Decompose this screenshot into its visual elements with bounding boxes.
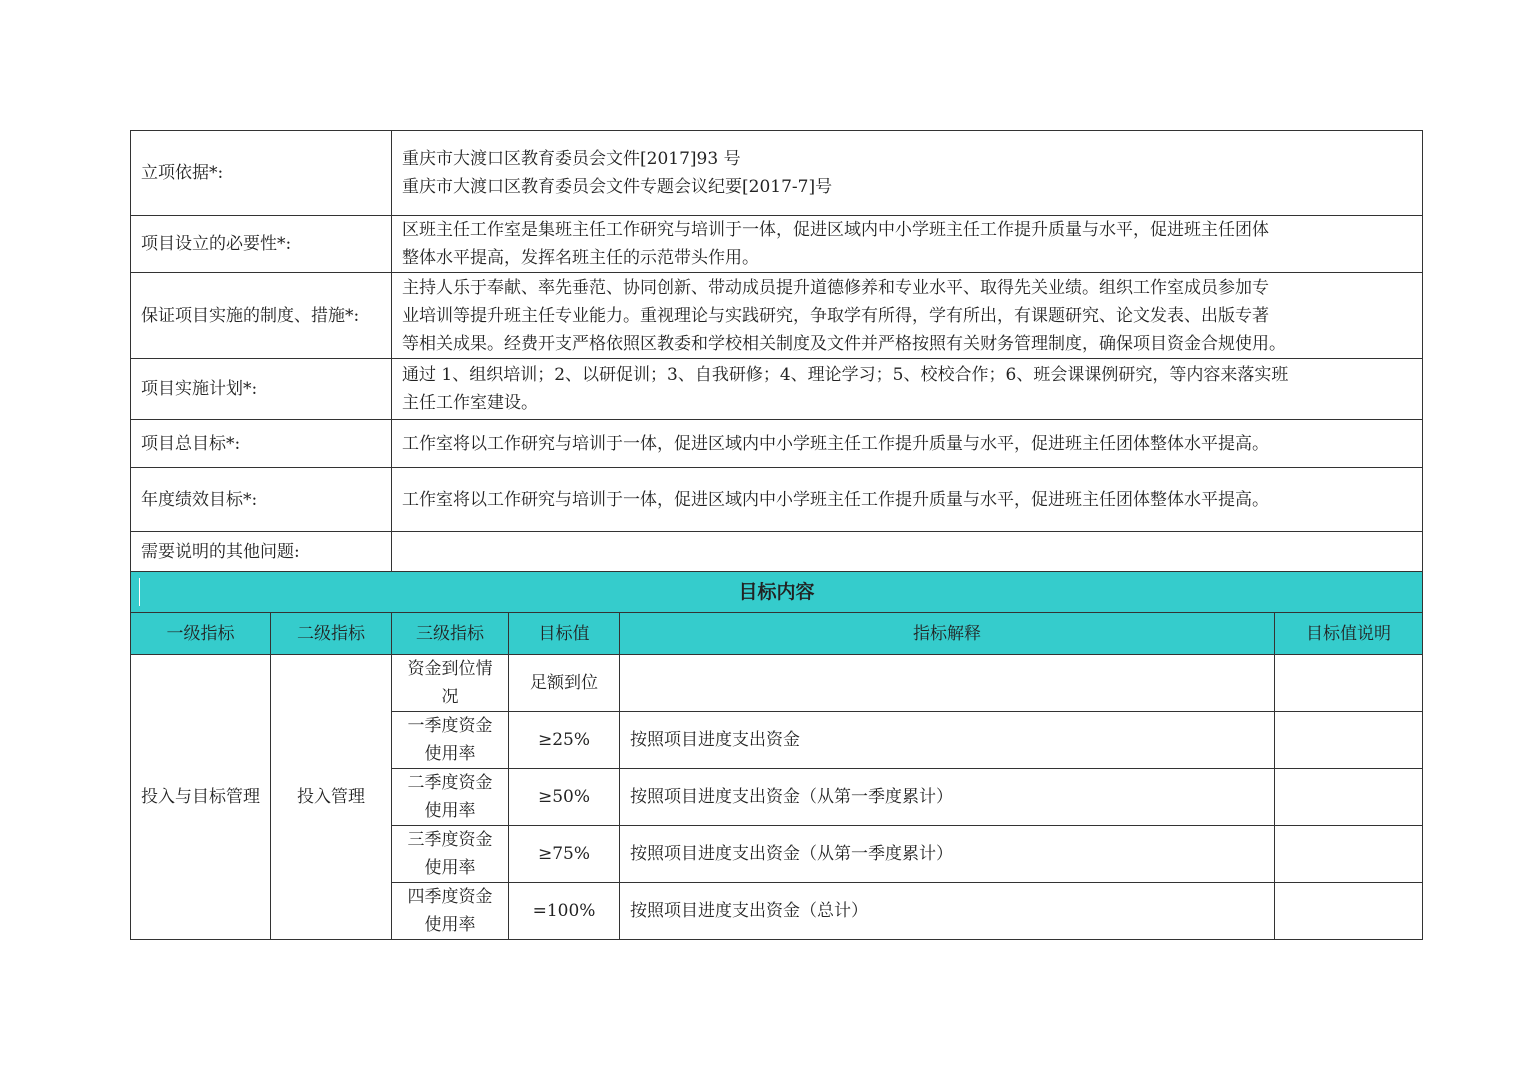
info-line: 业培训等提升班主任专业能力。重视理论与实践研究，争取学有所得，学有所出，有课题研究、论文发表、出版专著 [402,305,1270,326]
info-value [392,359,1423,420]
info-line: 重庆市大渡口区教育委员会文件专题会议纪要[2017-7]号 [402,177,833,197]
header-level3: 三级指标 [392,613,509,655]
info-line: 主任工作室建设。 [402,393,539,413]
info-value [392,216,1423,273]
info-row-measures [131,273,1423,359]
header-explain: 指标解释 [620,613,1275,655]
info-line: 工作室将以工作研究与培训于一体，促进区域内中小学班主任工作提升质量与水平，促进班主任团体整体水平提高。 [402,433,1270,454]
info-value [392,273,1423,359]
explain-cell: 按照项目进度支出资金（从第一季度累计） [620,769,1275,826]
project-table [130,130,1423,940]
header-target: 目标值 [509,613,620,655]
target-value-cell: ≥50% [509,769,620,826]
header-note: 目标值说明 [1275,613,1423,655]
cursor-mark [139,578,140,606]
level3-cell: 二季度资金使用率 [392,769,509,826]
info-line: 通过 1、组织培训；2、以研促训；3、自我研修；4、理论学习；5、校校合作；6、班会课课例研究，等内容来落实班 [402,365,1289,385]
info-line: 整体水平提高，发挥名班主任的示范带头作用。 [402,248,760,268]
table-row [131,655,1423,712]
target-value-cell: ≥75% [509,826,620,883]
info-line: 区班主任工作室是集班主任工作研究与培训于一体，促进区域内中小学班主任工作提升质量与水平，促进班主任团体 [402,220,1270,240]
target-value-cell: 足额到位 [509,655,620,712]
level1-cell: 投入与目标管理 [131,655,271,940]
note-cell [1275,655,1423,712]
info-line: 重庆市大渡口区教育委员会文件[2017]93 号 [402,149,741,169]
info-label: 年度绩效目标*: [131,468,392,532]
info-row-necessity [131,216,1423,273]
level3-cell: 资金到位情况 [392,655,509,712]
info-row-plan [131,359,1423,420]
level3-cell: 三季度资金使用率 [392,826,509,883]
info-value [392,468,1423,532]
target-value-cell: ≥25% [509,712,620,769]
info-line: 等相关成果。经费开支严格依照区教委和学校相关制度及文件并严格按照有关财务管理制度，确保项目资金合规使用。 [402,333,1287,354]
explain-cell: 按照项目进度支出资金 [620,712,1275,769]
target-header-row [131,613,1423,655]
info-row-basis [131,131,1423,216]
info-label: 项目实施计划*: [131,359,392,420]
info-label: 需要说明的其他问题: [131,532,392,572]
header-level2: 二级指标 [271,613,392,655]
info-label: 保证项目实施的制度、措施*: [131,273,392,359]
explain-cell [620,655,1275,712]
info-value [392,532,1423,572]
info-value [392,131,1423,216]
info-value [392,420,1423,468]
info-label: 立项依据*: [131,131,392,216]
info-row-annual-goal [131,468,1423,532]
note-cell [1275,826,1423,883]
target-title-row [131,572,1423,613]
note-cell [1275,883,1423,940]
target-title-text: 目标内容 [738,581,815,603]
target-value-cell: =100% [509,883,620,940]
level2-cell: 投入管理 [271,655,392,940]
level3-cell: 四季度资金使用率 [392,883,509,940]
target-section-title [131,572,1423,613]
info-label: 项目总目标*: [131,420,392,468]
project-form [130,130,1422,940]
info-label: 项目设立的必要性*: [131,216,392,273]
level3-cell: 一季度资金使用率 [392,712,509,769]
explain-cell: 按照项目进度支出资金（总计） [620,883,1275,940]
note-cell [1275,712,1423,769]
info-line: 工作室将以工作研究与培训于一体，促进区域内中小学班主任工作提升质量与水平，促进班主任团体整体水平提高。 [402,489,1270,510]
note-cell [1275,769,1423,826]
info-line: 主持人乐于奉献、率先垂范、协同创新、带动成员提升道德修养和专业水平、取得先关业绩。组织工作室成员参加专 [402,277,1270,298]
info-row-overall-goal [131,420,1423,468]
explain-cell: 按照项目进度支出资金（从第一季度累计） [620,826,1275,883]
header-level1: 一级指标 [131,613,271,655]
info-row-other [131,532,1423,572]
